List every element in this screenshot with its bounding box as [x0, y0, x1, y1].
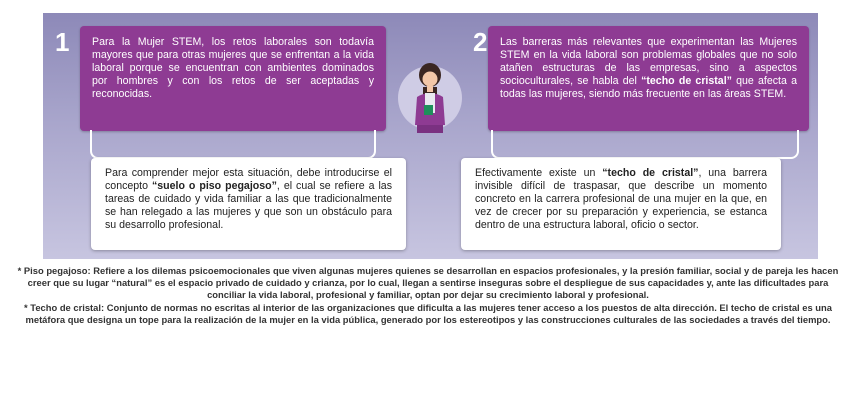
step-2-connector	[491, 130, 799, 159]
step-1-detail-term: “suelo o piso pegajoso”	[151, 180, 277, 192]
step-2-card	[488, 26, 809, 131]
step-2-detail-pre: Efectivamente existe un	[475, 167, 603, 179]
step-2-detail-term: “techo de cristal”	[602, 167, 699, 179]
step-2-number: 2	[473, 27, 488, 57]
step-1-detail-post: , el cual se refiere a las tareas de cuidado y vida familiar a las que tradicionalmente se han relegado a las mujeres y que son un obstáculo para su desarrollo profesional.	[105, 180, 392, 231]
woman-avatar-icon	[395, 53, 465, 135]
footnote-piso-pegajoso: * Piso pegajoso: Refiere a los dilemas psicoemocionales que viven algunas mujeres quienes se desarrollan en espacios profesionales, y la presión familiar, social y de pareja les hacen creer que su lugar “natural” es el espacio privado de cuidado y crianza, por lo cual, llegan a sentirse inseguras sobre el despliegue de sus capacidades y, ante las dificultades para conciliar la vida laboral, profesional y familiar, optan por dejar su crecimiento laboral y profesional.	[17, 265, 839, 301]
step-1-card	[80, 26, 386, 131]
infographic-panel	[43, 13, 818, 259]
step-1-number: 1	[55, 27, 70, 57]
step-1-detail-pre: Para comprender mejor esta situación, debe introducirse el concepto	[105, 167, 392, 192]
step-1-text: Para la Mujer STEM, los retos laborales son todavía mayores que para otras mujeres que se enfrentan a la vida laboral porque se encuentran con ambientes dominados por hombres y con los retos de ser aceptadas y reconocidas.	[92, 36, 374, 100]
step-2-detail-card	[461, 158, 781, 250]
step-2-text-post: que afecta a todas las mujeres, siendo más frecuente en las áreas STEM.	[500, 75, 797, 100]
footnote-techo-de-cristal: * Techo de cristal: Conjunto de normas no escritas al interior de las organizaciones que dificulta a las mujeres tener acceso a los puestos de alta dirección. El techo de cristal es una metáfora que designa un tope para la realización de la mujer en la vida pública, generado por los estereotipos y las construcciones culturales de las sociedades a través del tiempo.	[24, 301, 832, 325]
footnotes	[10, 265, 846, 326]
step-2-text-term: “techo de cristal”	[641, 75, 732, 87]
step-1-detail-card	[91, 158, 406, 250]
step-2-detail-post: , una barrera invisible difícil de traspasar, que describe un momento concreto en la carrera profesional de una mujer en la que, en vez de crecer por su preparación y experiencia, se estanca dentro de una estructura laboral, oficio o sector.	[475, 167, 767, 231]
step-2-text-pre: Las barreras más relevantes que experimentan las Mujeres STEM en la vida laboral son problemas globales que no solo atañen estructuras de las empresas, sino a aspectos socioculturales, se habla del	[500, 36, 797, 87]
step-1-connector	[90, 130, 376, 159]
